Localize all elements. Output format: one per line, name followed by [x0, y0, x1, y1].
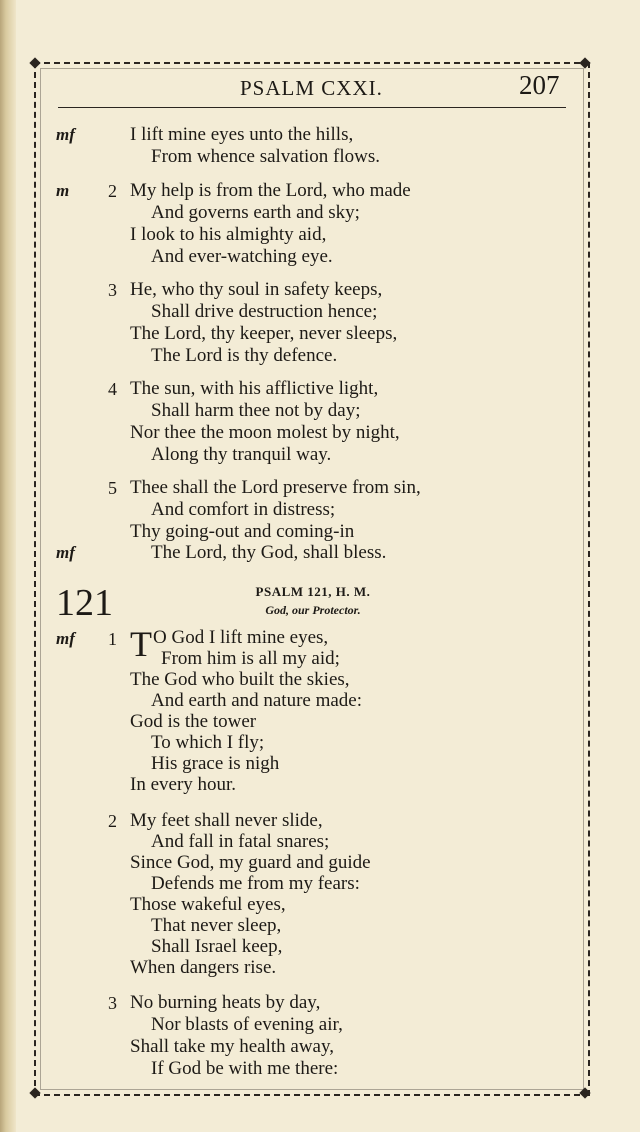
verse-line: The Lord is thy defence.: [151, 345, 338, 366]
verse-line: Shall drive destruction hence;: [151, 301, 378, 322]
verse-line: From whence salvation flows.: [151, 146, 381, 167]
verse-line: No burning heats by day,: [130, 992, 321, 1013]
verse-line: The Lord, thy God, shall bless.: [151, 542, 387, 563]
verse-line: The God who built the skies,: [130, 669, 350, 690]
verse-line: Shall Israel keep,: [151, 936, 283, 957]
verse-line: Those wakeful eyes,: [130, 894, 286, 915]
running-header-title: PSALM CXXI.: [240, 76, 383, 100]
verse-line: God is the tower: [130, 711, 257, 732]
verse-line: I look to his almighty aid,: [130, 224, 327, 245]
verse-line: His grace is nigh: [151, 753, 280, 774]
verse-line: My help is from the Lord, who made: [130, 180, 411, 201]
header-rule: [58, 107, 566, 108]
stanza-number: 5: [108, 478, 117, 498]
dynamic-marking: m: [56, 181, 70, 200]
verse-line: And fall in fatal snares;: [151, 831, 330, 852]
verse-line: The sun, with his afflictive light,: [130, 378, 379, 399]
verse-line: The Lord, thy keeper, never sleeps,: [130, 323, 398, 344]
verse-line: When dangers rise.: [130, 957, 277, 978]
verse-line: And governs earth and sky;: [151, 202, 360, 223]
dynamic-marking: mf: [56, 125, 75, 144]
verse-line: And earth and nature made:: [151, 690, 363, 711]
stanza-number: 3: [108, 280, 117, 300]
verse-line: O God I lift mine eyes,: [153, 627, 329, 648]
verse-line: Thy going-out and coming-in: [130, 521, 355, 542]
dynamic-marking: mf: [56, 543, 75, 562]
stanza-number: 1: [108, 629, 117, 649]
verse-line: From him is all my aid;: [161, 648, 340, 669]
hymn-number: 121: [56, 582, 113, 624]
verse-line: Shall take my health away,: [130, 1036, 335, 1057]
verse-line: That never sleep,: [151, 915, 282, 936]
verse-line: And ever-watching eye.: [151, 246, 333, 267]
verse-line: My feet shall never slide,: [130, 810, 323, 831]
page-number: 207: [519, 70, 560, 100]
verse-line: I lift mine eyes unto the hills,: [130, 124, 354, 145]
verse-line: In every hour.: [130, 774, 237, 795]
stanza-number: 2: [108, 811, 117, 831]
hymn-subtitle: God, our Protector.: [265, 603, 361, 617]
verse-line: Shall harm thee not by day;: [151, 400, 361, 421]
verse-line: He, who thy soul in safety keeps,: [130, 279, 383, 300]
hymn-title: PSALM 121, H. M.: [255, 584, 371, 599]
verse-line: If God be with me there:: [151, 1058, 339, 1079]
stanza-number: 2: [108, 181, 117, 201]
stanza-number: 4: [108, 379, 117, 399]
book-spine-shadow: [0, 0, 16, 1132]
drop-cap: T: [130, 624, 152, 664]
stanza-number: 3: [108, 993, 117, 1013]
verse-line: Nor blasts of evening air,: [151, 1014, 343, 1035]
verse-line: And comfort in distress;: [151, 499, 336, 520]
verse-line: Along thy tranquil way.: [151, 444, 332, 465]
verse-line: Since God, my guard and guide: [130, 852, 371, 873]
verse-line: Nor thee the moon molest by night,: [130, 422, 400, 443]
verse-line: Defends me from my fears:: [151, 873, 360, 894]
verse-line: Thee shall the Lord preserve from sin,: [130, 477, 421, 498]
verse-line: To which I fly;: [151, 732, 265, 753]
dynamic-marking: mf: [56, 629, 75, 648]
